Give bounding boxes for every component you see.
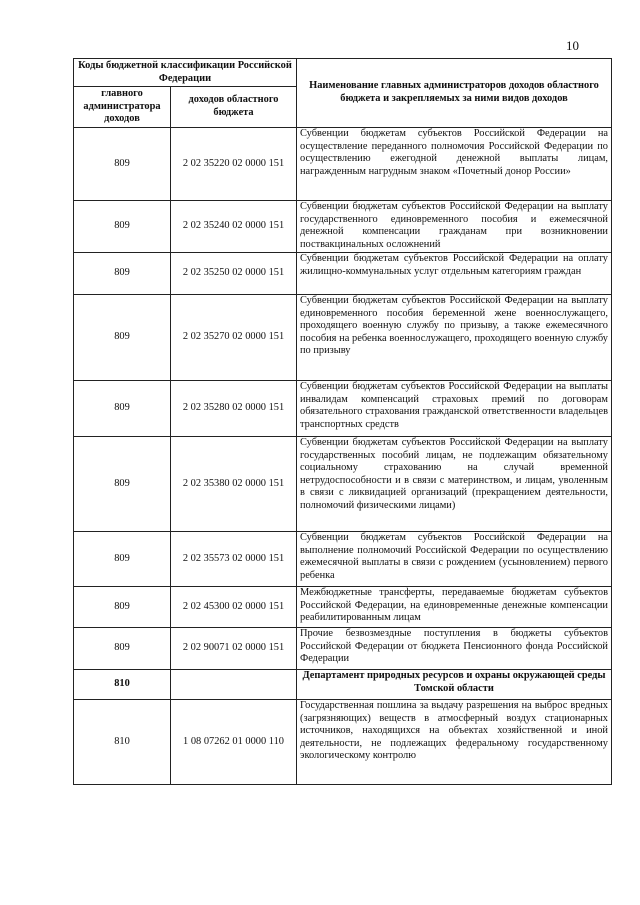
income-name-cell: Субвенции бюджетам субъектов Российской Федерации на выплату единовременного пособия беременной жене военнослужащего, проходящего военную службу по призыву, а также ежемесячного пособия на ребенка военнослужащего, проходящего военную службу по призыву [297, 294, 612, 380]
income-name-cell: Субвенции бюджетам субъектов Российской Федерации на осуществление переданного полномочия Российской Федерации по осуществлению ежегодной денежной выплаты лицам, награжденным нагрудным знаком «Почетный донор России» [297, 127, 612, 200]
admin-code-cell: 809 [74, 627, 171, 669]
department-row [74, 669, 612, 699]
table-row [74, 294, 612, 380]
income-code-cell: 2 02 35380 02 0000 151 [171, 436, 297, 531]
income-code-cell: 2 02 35270 02 0000 151 [171, 294, 297, 380]
budget-classification-table [73, 58, 612, 785]
income-code-cell: 2 02 45300 02 0000 151 [171, 586, 297, 627]
table-row [74, 531, 612, 586]
income-name-cell: Субвенции бюджетам субъектов Российской Федерации на выплату государственных пособий лицам, не подлежащим обязательному социальному страхованию на случай временной нетрудоспособности и в связи с материнством, и лицам, уволенным в связи с ликвидацией организаций (прекращением деятельности, полномочий физическими лицами) [297, 436, 612, 531]
admin-code-cell: 810 [74, 669, 171, 699]
income-code-cell: 2 02 35250 02 0000 151 [171, 252, 297, 294]
table-row [74, 127, 612, 200]
income-name-cell: Субвенции бюджетам субъектов Российской Федерации на выплату государственного единовременного пособия и ежемесячной денежной компенсации гражданам при возникновении поствакцинальных осложнений [297, 200, 612, 252]
income-code-cell: 2 02 35240 02 0000 151 [171, 200, 297, 252]
admin-code-cell: 809 [74, 531, 171, 586]
table-row [74, 699, 612, 784]
table-row [74, 586, 612, 627]
income-code-cell: 2 02 90071 02 0000 151 [171, 627, 297, 669]
admin-code-cell: 809 [74, 380, 171, 436]
income-name-cell: Субвенции бюджетам субъектов Российской Федерации на выплаты инвалидам компенсаций страховых премий по договорам обязательного страхования гражданской ответственности владельцев транспортных средств [297, 380, 612, 436]
table-row [74, 627, 612, 669]
table-row [74, 252, 612, 294]
income-code-cell: 2 02 35573 02 0000 151 [171, 531, 297, 586]
table-row [74, 436, 612, 531]
income-name-cell: Межбюджетные трансферты, передаваемые бюджетам субъектов Российской Федерации, на единовременные денежные компенсации реабилитированным лицам [297, 586, 612, 627]
header-codes-group: Коды бюджетной классификации Российской Федерации [74, 59, 297, 87]
admin-code-cell: 810 [74, 699, 171, 784]
admin-code-cell: 809 [74, 436, 171, 531]
department-name-cell: Департамент природных ресурсов и охраны окружающей среды Томской области [297, 669, 612, 699]
admin-code-cell: 809 [74, 252, 171, 294]
header-income-column: доходов областного бюджета [171, 87, 297, 128]
admin-code-cell: 809 [74, 294, 171, 380]
header-admin-column: главного администратора доходов [74, 87, 171, 128]
header-name-column: Наименование главных администраторов доходов областного бюджета и закрепляемых за ними видов доходов [297, 59, 612, 128]
income-code-cell: 1 08 07262 01 0000 110 [171, 699, 297, 784]
admin-code-cell: 809 [74, 127, 171, 200]
table-row [74, 200, 612, 252]
income-code-cell: 2 02 35220 02 0000 151 [171, 127, 297, 200]
income-name-cell: Субвенции бюджетам субъектов Российской Федерации на выполнение полномочий Российской Федерации по осуществлению ежемесячной выплаты в связи с рождением (усыновлением) первого ребенка [297, 531, 612, 586]
admin-code-cell: 809 [74, 586, 171, 627]
income-name-cell: Прочие безвозмездные поступления в бюджеты субъектов Российской Федерации от бюджета Пенсионного фонда Российской Федерации [297, 627, 612, 669]
income-code-cell: 2 02 35280 02 0000 151 [171, 380, 297, 436]
income-name-cell: Государственная пошлина за выдачу разрешения на выброс вредных (загрязняющих) веществ в атмосферный воздух стационарных источников, находящихся на объектах хозяйственной и иной деятельности, не подлежащих федеральному государственному экологическому контролю [297, 699, 612, 784]
page-number: 10 [566, 38, 579, 53]
income-name-cell: Субвенции бюджетам субъектов Российской Федерации на оплату жилищно-коммунальных услуг отдельным категориям граждан [297, 252, 612, 294]
table-header-row [74, 59, 612, 87]
income-code-cell [171, 669, 297, 699]
table-row [74, 380, 612, 436]
admin-code-cell: 809 [74, 200, 171, 252]
